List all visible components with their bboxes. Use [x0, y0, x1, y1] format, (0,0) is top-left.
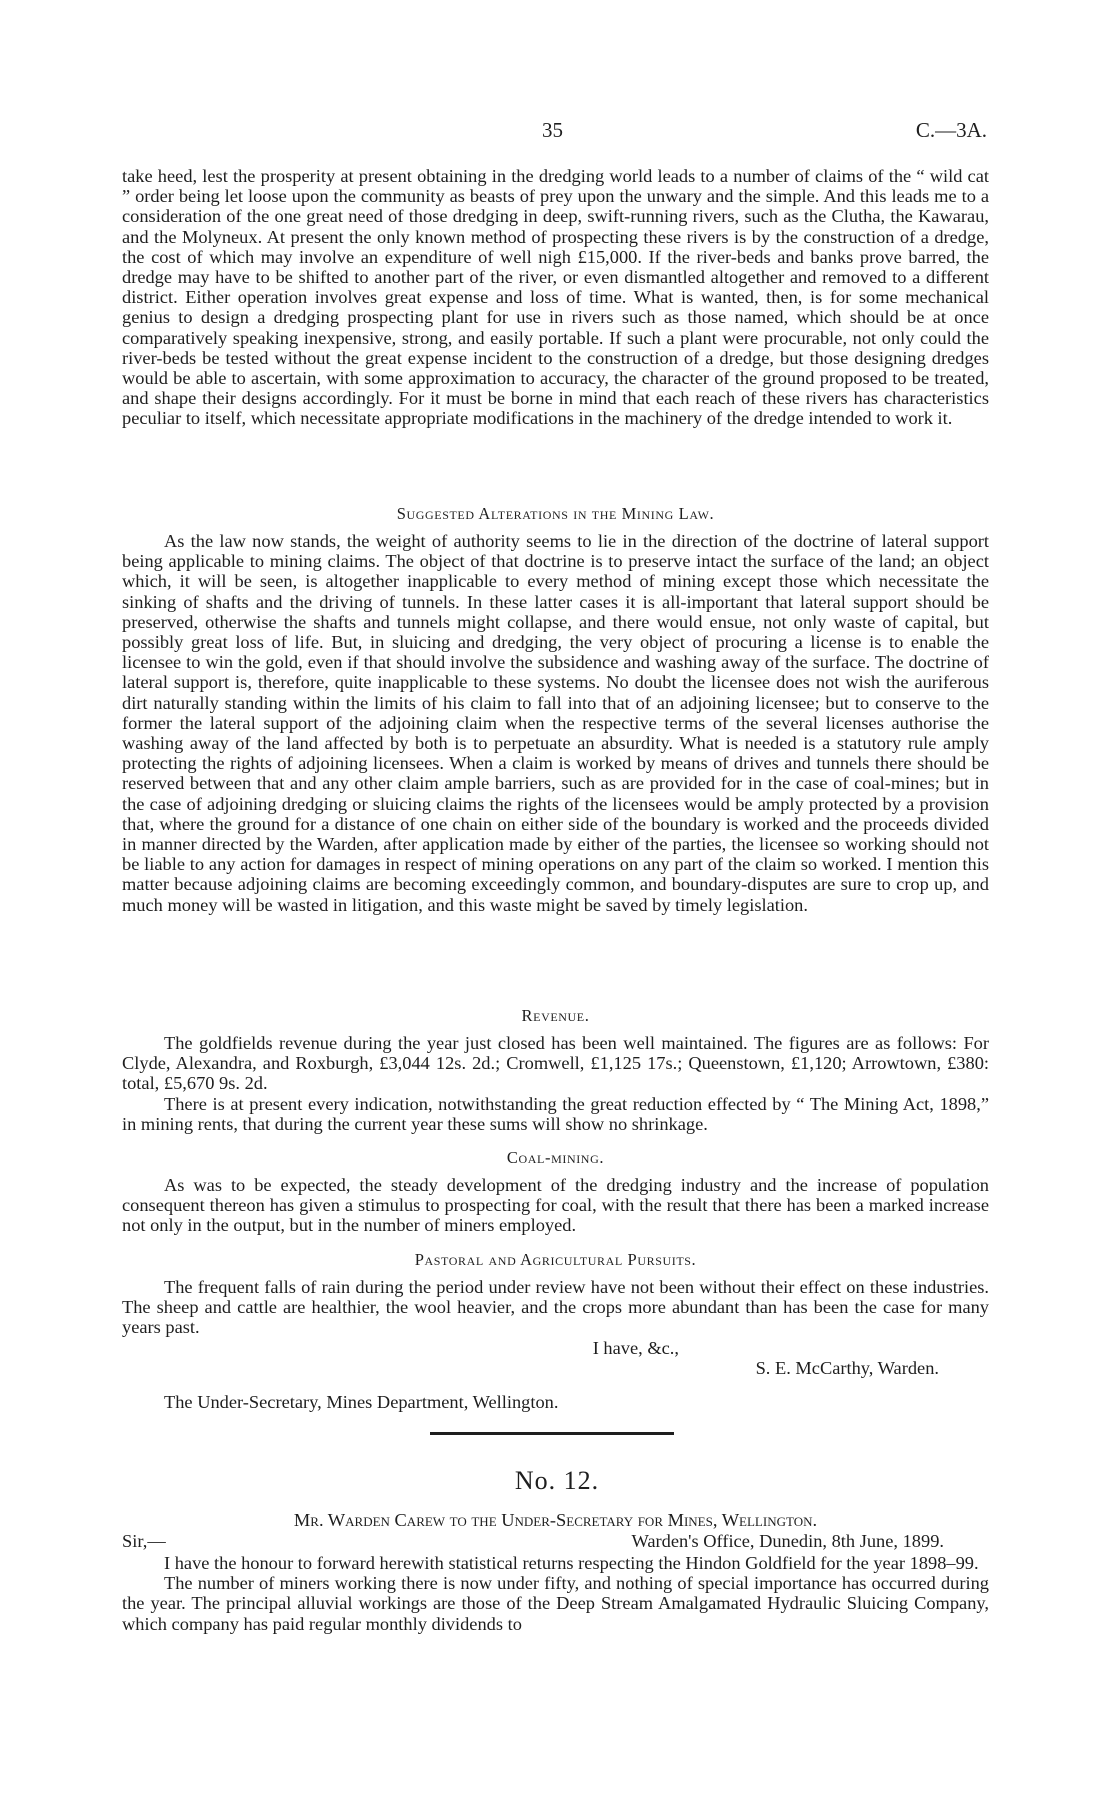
paragraph: As was to be expected, the steady development of the dredging industry and the increase of population consequent thereon has given a stimulus to prospecting for coal, with the result that there has been a marked increase not only in the output, but in the number of miners employed.: [122, 1175, 989, 1236]
paragraph: I have the honour to forward herewith statistical returns respecting the Hindon Goldfield for the year 1898–99.: [164, 1553, 979, 1573]
section-pastoral: [122, 1250, 989, 1412]
signature-line: S. E. McCarthy, Warden.: [755, 1357, 939, 1378]
paragraph: The frequent falls of rain during the period under review have not been without their effect on these industries. The sheep and cattle are healthier, the wool heavier, and the crops more abundant than has been the case for many years past.: [122, 1277, 989, 1338]
paragraph: As the law now stands, the weight of authority seems to lie in the direction of the doctrine of lateral support being applicable to mining claims. The object of that doctrine is to preserve intact the surface of the land; an object which, it will be seen, is altogether inapplicable to every method of mining except those which necessitate the sinking of shafts and the driving of tunnels. In these latter cases it is all-important that lateral support should be preserved, otherwise the shafts and tunnels might collapse, and there would ensue, not only waste of capital, but possibly great loss of life. But, in sluicing and dredging, the very object of procuring a license is to enable the licensee to win the gold, even if that should involve the subsidence and washing away of the surface. The doctrine of lateral support is, therefore, quite inapplicable to these systems. No doubt the licensee does not wish the auriferous dirt naturally standing within the limits of his claim to fall into that of an adjoining licensee; but to conserve to the former the lateral support of the adjoining claim when the respective terms of the several licenses authorise the washing away of the land affected by both is to perpetuate an absurdity. What is needed is a statutory rule amply protecting the rights of adjoining licensees. When a claim is worked by means of drives and tunnels there should be reserved between that and any other claim ample barriers, such as are provided for in the case of coal-mines; but in the case of adjoining dredging or sluicing claims the rights of the licensees would be amply protected by a provision that, where the ground for a distance of one chain on either side of the boundary is worked and the proceeds divided in manner directed by the Warden, after application made by either of the parties, the licensee so working should not be liable to any action for damages in respect of mining operations on any part of the claim so worked. I mention this matter because adjoining claims are becoming exceedingly common, and boundary-disputes are sure to crop up, and much money will be wasted in litigation, and this waste might be saved by timely legislation.: [122, 531, 989, 915]
letter-number-heading: No. 12.: [514, 1466, 600, 1495]
paragraph: The goldfields revenue during the year just closed has been well maintained. The figures are as follows: For Clyde, Alexandra, and Roxburgh, £3,044 12s. 2d.; Cromwell, £1,125 17s.; Queenstown, £1,120; Arrowtown, £380: total, £5,670 9s. 2d.: [122, 1033, 989, 1094]
closing-line: I have, &c.,: [592, 1337, 679, 1358]
section-heading-pastoral: Pastoral and Agricultural Pursuits.: [414, 1250, 697, 1269]
section-letter-no-12: [122, 1510, 989, 1634]
paragraph: There is at present every indication, notwithstanding the great reduction effected by “ The Mining Act, 1898,” in mining rents, that during the current year these sums will show no shrinkage.: [122, 1093, 989, 1134]
paragraph: take heed, lest the prosperity at present obtaining in the dredging world leads to a number of claims of the “ wild cat ” order being let loose upon the community as beasts of prey upon the unwary and the simple. And this leads me to a consideration of the one great need of those dredging in deep, swift-running rivers, such as the Clutha, the Kawarau, and the Molyneux. At present the only known method of prospecting these rivers is by the construction of a dredge, the cost of which may involve an expenditure of well nigh £15,000. If the river-beds and banks prove barred, the dredge may have to be shifted to another part of the river, or even dismantled altogether and removed to a different district. Either operation involves great expense and loss of time. What is wanted, then, is for some mechanical genius to design a dredging prospecting plant for use in rivers such as those named, which should be at once comparatively speaking inexpensive, strong, and easily portable. If such a plant were procurable, not only could the river-beds be tested without the great expense incident to the construction of a dredge, but those designing dredges would be able to ascertain, with some approximation to accuracy, the character of the ground proposed to be treated, and shape their designs accordingly. For it must be borne in mind that each reach of these rivers has characteristics peculiar to itself, which necessitate appropriate modifications in the machinery of the dredge intended to work it.: [122, 166, 989, 429]
salutation: Sir,—: [122, 1531, 166, 1551]
letter-to-line: Mr. Warden Carew to the Under-Secretary for Mines, Wellington.: [293, 1510, 818, 1530]
section-dredging-text: [122, 166, 989, 429]
document-reference: C.—3A.: [915, 118, 987, 142]
section-coal-mining: [122, 1148, 989, 1236]
addressee-line: The Under-Secretary, Mines Department, Wellington.: [164, 1392, 559, 1413]
section-heading-revenue: Revenue.: [521, 1006, 590, 1025]
section-divider: [430, 1432, 674, 1435]
section-heading-mining-law: Suggested Alterations in the Mining Law.: [396, 504, 715, 523]
section-revenue: [122, 1006, 989, 1134]
page-number: 35: [542, 118, 563, 142]
section-heading-coal-mining: Coal-mining.: [506, 1148, 605, 1167]
salutation-row: [122, 1531, 989, 1553]
paragraph: The number of miners working there is now under fifty, and nothing of special importance has occurred during the year. The principal alluvial workings are those of the Deep Stream Amalgamated Hydraulic Sluicing Company, which company has paid regular monthly dividends to: [122, 1573, 989, 1634]
office-date-line: Warden's Office, Dunedin, 8th June, 1899.: [631, 1531, 944, 1551]
section-mining-law: [122, 504, 989, 915]
page-header: [0, 118, 1114, 146]
